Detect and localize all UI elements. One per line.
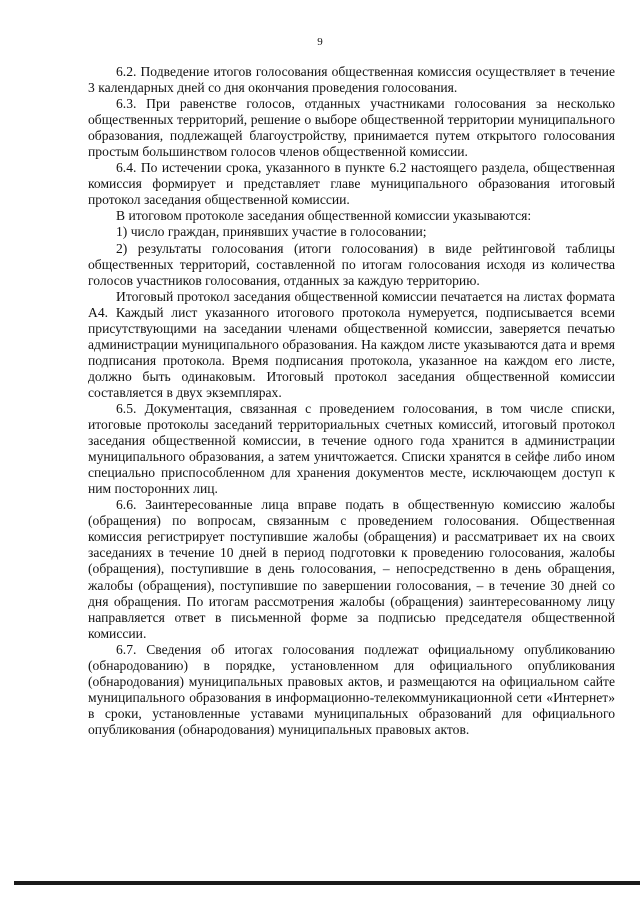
- paragraph-6-7: 6.7. Сведения об итогах голосования подлежат официальному опубликованию (обнародованию) в порядке, установленном для официального опубликования (обнародования) муниципальных правовых актов, и размещаются на официальном сайте муниципального образования в информационно-телекоммуникационной сети «Интернет» в сроки, установленные уставами муниципальных образований для официального опубликования (обнародования) муниципальных правовых актов.: [88, 641, 615, 737]
- paragraph-6-3: 6.3. При равенстве голосов, отданных участниками голосования за несколько общественных территорий, решение о выборе общественной территории муниципального образования, подлежащей благоустройству, принимается путем открытого голосования простым большинством голосов членов общественной комиссии.: [88, 96, 615, 160]
- protocol-item-1: 1) число граждан, принявших участие в голосовании;: [116, 224, 427, 240]
- document-body: [88, 64, 615, 738]
- paragraph-6-5: 6.5. Документация, связанная с проведением голосования, в том числе списки, итоговые протоколы заседаний территориальных счетных комиссий, итоговый протокол заседания общественной комиссии, в течение одного года хранится в администрации муниципального образования, а затем уничтожается. Списки хранятся в сейфе либо ином специально приспособленном для хранения документов месте, исключающем доступ к ним посторонних лиц.: [88, 400, 615, 497]
- paragraph-6-4: 6.4. По истечении срока, указанного в пункте 6.2 настоящего раздела, общественная комиссия формирует и представляет главе муниципального образования итоговый протокол заседания общественной комиссии.: [88, 160, 615, 208]
- page-number: 9: [317, 36, 323, 48]
- bottom-scan-border: [14, 881, 640, 885]
- paragraph-6-2: 6.2. Подведение итогов голосования общественная комиссия осуществляет в течение 3 календарных дней со дня окончания проведения голосования.: [88, 64, 615, 96]
- protocol-contents-intro: В итоговом протоколе заседания общественной комиссии указываются:: [116, 208, 532, 224]
- protocol-item-2: 2) результаты голосования (итоги голосования) в виде рейтинговой таблицы общественных территорий, составленной по итогам голосования исходя из количества голосов участников голосования, отданных за каждую территорию.: [88, 240, 615, 288]
- protocol-format-paragraph: Итоговый протокол заседания общественной комиссии печатается на листах формата А4. Каждый лист указанного итогового протокола нумеруется, подписывается всеми присутствующими на заседании членами общественной комиссии, заверяется печатью администрации муниципального образования. На каждом листе указываются дата и время подписания протокола. Время подписания протокола, указанное на каждом его листе, должно быть одинаковым. Итоговый протокол заседания общественной комиссии составляется в двух экземплярах.: [88, 288, 615, 400]
- paragraph-6-6: 6.6. Заинтересованные лица вправе подать в общественную комиссию жалобы (обращения) по вопросам, связанным с проведением голосования. Общественная комиссия регистрирует поступившие жалобы (обращения) и рассматривает их на своих заседаниях в течение 10 дней в период подготовки к проведению голосования, жалобы (обращения), поступившие в день голосования, – непосредственно в день обращения, жалобы (обращения), поступившие по завершении голосования, – в течение 30 дней со дня обращения. По итогам рассмотрения жалобы (обращения) заинтересованному лицу направляется ответ в письменной форме за подписью председателя общественной комиссии.: [88, 497, 615, 641]
